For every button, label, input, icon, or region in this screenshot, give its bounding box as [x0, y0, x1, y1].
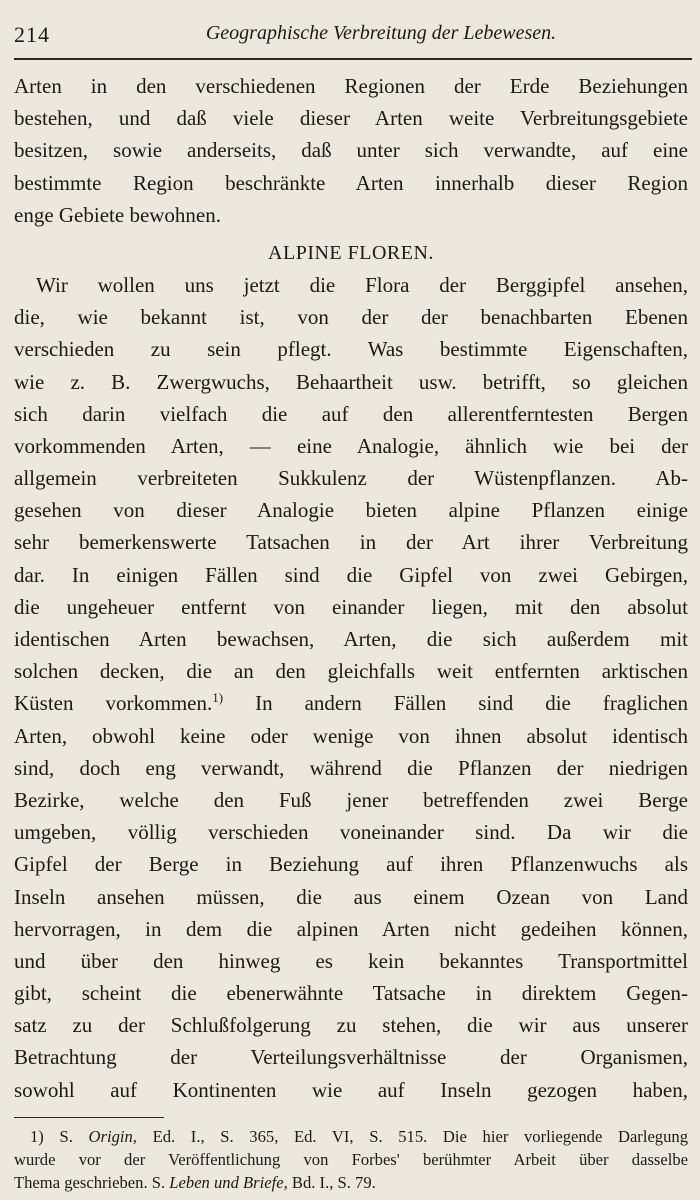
text-line: die, wie bekannt ist, von der der benachbarten Ebenen: [14, 305, 688, 330]
text-line: Arten, obwohl keine oder wenige von ihnen absolut identisch: [14, 723, 688, 748]
text-line: Arten in den verschiedenen Regionen der Erde Beziehungen: [14, 74, 688, 98]
footnote-text: Ed. I., S. 365, Ed. VI, S. 515. Die hier vorliegende Darlegung: [136, 1127, 688, 1146]
text-line: gibt, scheint die ebenerwähnte Tatsache in direktem Gegen-: [14, 981, 688, 1006]
footnote-marker: 1): [30, 1127, 44, 1146]
footnote-line: wurde vor der Veröffentlichung von Forbes' berühmter Arbeit über dasselbe: [14, 1150, 688, 1169]
footnote-line: [14, 1125, 688, 1148]
text-segment: In andern Fällen sind die fraglichen: [223, 691, 688, 716]
text-line: sich darin vielfach die auf den allerentferntesten Bergen: [14, 401, 688, 426]
text-line: Bezirke, welche den Fuß jener betreffenden zwei Berge: [14, 787, 688, 812]
text-line: satz zu der Schlußfolgerung zu stehen, die wir aus unserer: [14, 1013, 688, 1038]
text-line: verschieden zu sein pflegt. Was bestimmte Eigenschaften,: [14, 337, 688, 362]
text-line: umgeben, völlig verschieden voneinander sind. Da wir die: [14, 820, 688, 845]
main-paragraph: [14, 269, 688, 1106]
header-rule: [14, 58, 692, 60]
text-line-with-footnote: [14, 687, 688, 719]
text-line: Betrachtung der Verteilungsverhältnisse der Organismen,: [14, 1045, 688, 1070]
text-line: sowohl auf Kontinenten wie auf Inseln gezogen haben,: [14, 1077, 688, 1102]
footnote-rule: [14, 1117, 164, 1118]
body-text: [14, 70, 688, 1106]
text-line: bestehen, und daß viele dieser Arten weite Verbreitungsgebiete: [14, 106, 688, 131]
footnote: [14, 1125, 688, 1194]
text-line: und über den hinweg es kein bekanntes Transportmittel: [14, 948, 688, 973]
text-line: gesehen von dieser Analogie bieten alpine Pflanzen einige: [14, 498, 688, 523]
text-line: besitzen, sowie anderseits, daß unter sich verwandte, auf eine: [14, 138, 688, 163]
section-heading: ALPINE FLOREN.: [268, 241, 434, 264]
text-line: solchen decken, die an den gleichfalls weit entfernten arktischen: [14, 659, 688, 684]
footnote-text: Bd. I., S. 79.: [287, 1173, 376, 1192]
footnote-text: Thema geschrieben. S.: [14, 1173, 170, 1192]
footnote-line: [14, 1171, 688, 1194]
text-line: enge Gebiete bewohnen.: [14, 202, 221, 227]
intro-paragraph: [14, 70, 688, 231]
text-line: vorkommenden Arten, — eine Analogie, ähnlich wie bei der: [14, 433, 688, 458]
page-header: [14, 22, 688, 56]
text-line: wie z. B. Zwergwuchs, Behaartheit usw. betrifft, so gleichen: [14, 369, 688, 394]
text-segment: Küsten vorkommen.: [14, 691, 213, 716]
footnote-text: S.: [59, 1127, 89, 1146]
text-line: die ungeheuer entfernt von einander liegen, mit den absolut: [14, 594, 688, 619]
text-line: bestimmte Region beschränkte Arten innerhalb dieser Region: [14, 170, 688, 195]
footnote-reference[interactable]: 1): [212, 690, 224, 706]
text-line: sehr bemerkenswerte Tatsachen in der Art ihrer Verbreitung: [14, 530, 688, 555]
book-title-origin: Origin,: [88, 1127, 137, 1146]
text-line: hervorragen, in dem die alpinen Arten nicht gedeihen können,: [14, 916, 688, 941]
book-title-leben: Leben und Briefe,: [169, 1173, 288, 1192]
text-line: Gipfel der Berge in Beziehung auf ihren Pflanzenwuchs als: [14, 852, 688, 877]
text-line: dar. In einigen Fällen sind die Gipfel von zwei Gebirgen,: [14, 562, 688, 587]
text-line: identischen Arten bewachsen, Arten, die sich außerdem mit: [14, 627, 688, 651]
text-line: Inseln ansehen müssen, die aus einem Ozean von Land: [14, 884, 688, 909]
running-head: Geographische Verbreitung der Lebewesen.: [205, 22, 557, 44]
page-number: 214: [14, 22, 50, 47]
text-line: sind, doch eng verwandt, während die Pflanzen der niedrigen: [14, 755, 688, 780]
text-line: Wir wollen uns jetzt die Flora der Berggipfel ansehen,: [36, 272, 688, 297]
text-line: allgemein verbreiteten Sukkulenz der Wüstenpflanzen. Ab-: [14, 466, 688, 491]
